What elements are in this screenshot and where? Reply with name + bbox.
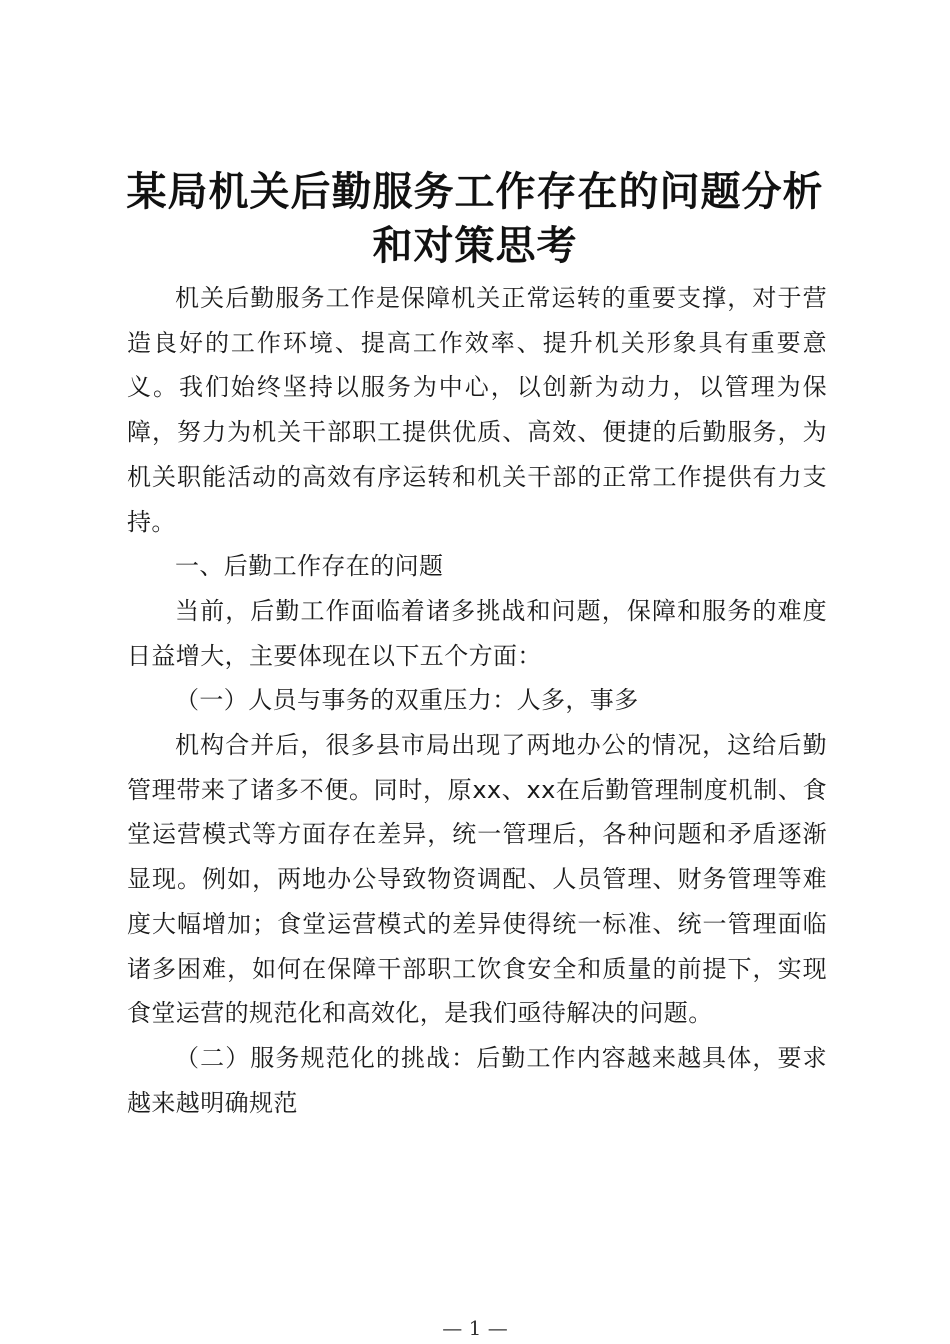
section-heading-problems: 一、后勤工作存在的问题 (175, 552, 444, 581)
paragraph-intro: 机关后勤服务工作是保障机关正常运转的重要支撑，对于营造良好的工作环境、提高工作效率、提升机关形象具有重要意义。我们始终坚持以服务为中心，以创新为动力，以管理为保障，努力为机关干部职工提供优质、高效、便捷的后勤服务，为机关职能活动的高效有序运转和机关干部的正常工作提供有力支持。 (127, 284, 827, 536)
page-number: — 1 — (442, 1316, 508, 1340)
document-title-line-2: 和对策思考 (372, 222, 578, 269)
paragraph-merger: 机构合并后，很多县市局出现了两地办公的情况，这给后勤管理带来了诸多不便。同时，原xx、xx在后勤管理制度机制、食堂运营模式等方面存在差异，统一管理后，各种问题和矛盾逐渐显现。例如，两地办公导致物资调配、人员管理、财务管理等难度大幅增加；食堂运营模式的差异使得统一标准、统一管理面临诸多困难，如何在保障干部职工饮食安全和质量的前提下，实现食堂运营的规范化和高效化，是我们亟待解决的问题。 (127, 731, 827, 1028)
document-body (127, 276, 827, 1125)
document-title-line-1: 某局机关后勤服务工作存在的问题分析 (126, 168, 824, 215)
subheading-standardization: （二）服务规范化的挑战：后勤工作内容越来越具体，要求越来越明确规范 (127, 1043, 827, 1117)
paragraph-overview: 当前，后勤工作面临着诸多挑战和问题，保障和服务的难度日益增大，主要体现在以下五个方面： (127, 596, 827, 670)
subheading-pressure: （一）人员与事务的双重压力：人多，事多 (175, 686, 639, 715)
